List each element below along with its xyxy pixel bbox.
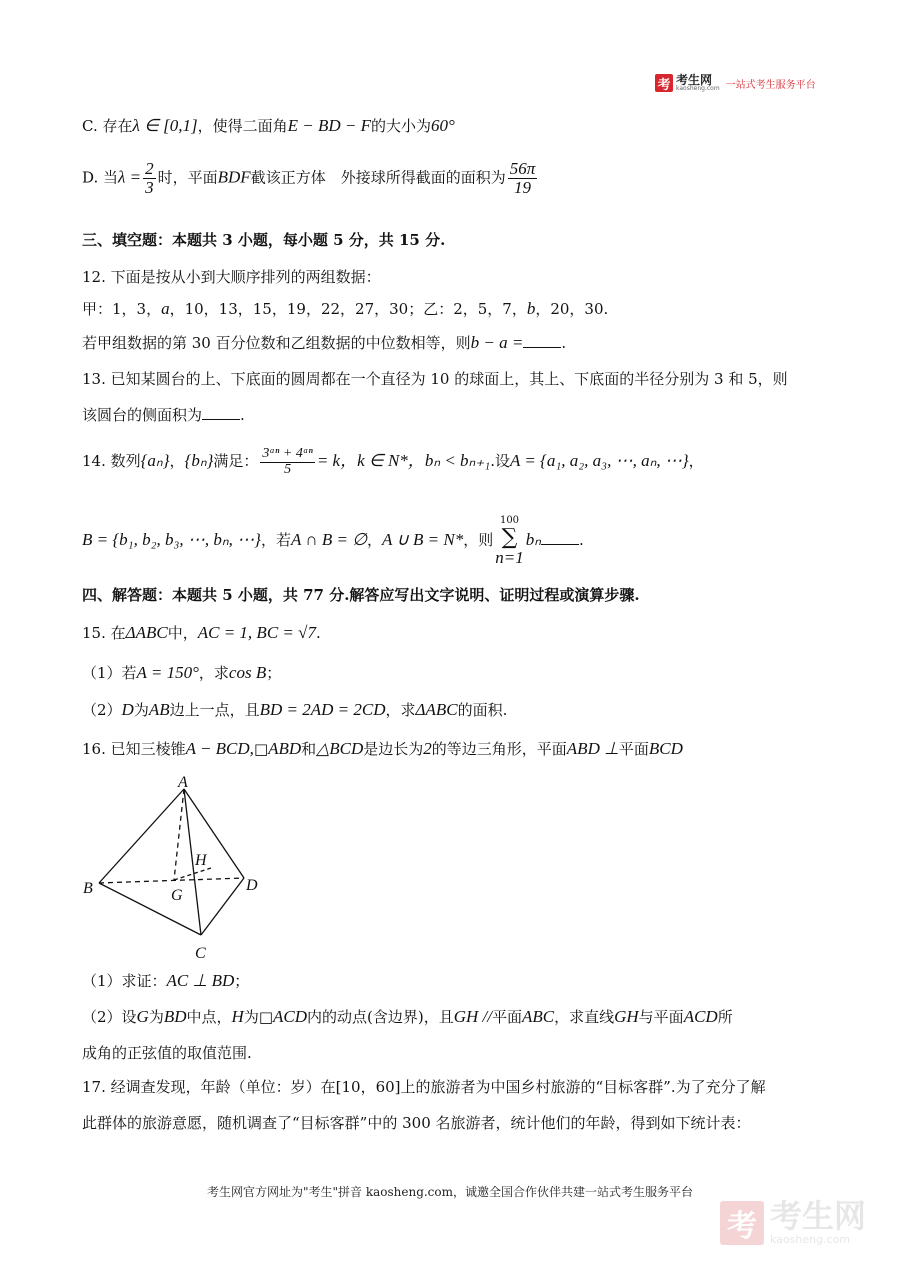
q16-part2: （2）设G为BD中点，H为□ACD内的动点(含边界)，且GH //平面ABC，求直线GH与平面ACD所 (82, 1007, 733, 1026)
q14-line1: 14. 数列{aₙ}，{bₙ}满足： $\frac{\text{3ᵃⁿ + 4ᵃⁿ}}{5}$ = k，k ∈ N*，bₙ < bₙ₊₁.设A = {a₁, a₂, a₃, ⋯, aₙ, ⋯}， (82, 445, 704, 477)
q12-data: 甲：1，3，a，10，13，15，19，22，27，30；乙：2，5，7，b，20，30. (82, 299, 609, 318)
label-g: G (171, 887, 183, 904)
header-logo (655, 74, 816, 92)
q13-line1: 13. 已知某圆台的上、下底面的圆周都在一个直径为 10 的球面上，其上、下底面的半径分别为 3 和 5，则 (82, 370, 788, 388)
q12-line1: 12. 下面是按从小到大顺序排列的两组数据： (82, 268, 381, 286)
watermark-logo (720, 1197, 867, 1246)
watermark-mark-icon: 考 (720, 1201, 764, 1245)
q15-part2: （2）D为AB边上一点，且BD = 2AD = 2CD，求ΔABC的面积. (82, 700, 508, 719)
q16-part2-line2: 成角的正弦值的取值范围. (82, 1044, 252, 1062)
edge-ag-hidden (174, 789, 184, 880)
label-c: C (195, 945, 206, 962)
q15-stem: 15. 在ΔABC中，AC = 1, BC = √7. (82, 623, 321, 642)
q11-option-c: C. 存在λ ∈ [0,1]，使得二面角E − BD − F的大小为60° (82, 116, 455, 135)
logo-mark-icon: 考 (655, 74, 673, 92)
q13-line2: 该圆台的侧面积为 . (82, 406, 245, 424)
q13-answer-blank[interactable] (202, 407, 240, 420)
q14-line2: B = {b₁, b₂, b₃, ⋯, bₙ, ⋯}，若A ∩ B = ∅，A ∪ B = N*，则 100 ∑ n=1 bₙ . (82, 515, 584, 567)
edge-cd (201, 878, 244, 935)
logo-slogan: 一站式考生服务平台 (725, 79, 816, 91)
label-d: D (246, 877, 258, 894)
label-b: B (83, 880, 93, 897)
section-fill-in-title: 三、填空题：本题共 3 小题，每小题 5 分，共 15 分. (82, 231, 446, 249)
q16-part1: （1）求证：AC ⊥ BD； (82, 971, 250, 990)
q17-line2: 此群体的旅游意愿，随机调查了“目标客群”中的 300 名旅游者，统计他们的年龄，得到如下统计表： (82, 1114, 751, 1132)
label-h: H (195, 852, 207, 869)
q16-stem: 16. 已知三棱锥A − BCD,□ABD和△BCD是边长为2的等边三角形，平面ABD ⊥平面BCD (82, 739, 683, 758)
page-footer: 考生网官方网址为"考生"拼音 kaosheng.com，诚邀全国合作伙伴共建一站式考生服务平台 (206, 1185, 694, 1199)
q17-line1: 17. 经调查发现，年龄（单位：岁）在[10，60]上的旅游者为中国乡村旅游的“目标客群”.为了充分了解 (82, 1078, 766, 1096)
watermark-domain: kaosheng.com (770, 1233, 851, 1246)
watermark-name: 考生网 (770, 1197, 867, 1235)
section-solution-title: 四、解答题：本题共 5 小题，共 77 分.解答应写出文字说明、证明过程或演算步骤. (82, 586, 640, 604)
logo-name: 考生网 (676, 73, 713, 87)
q12-answer-blank[interactable] (523, 335, 561, 348)
segment-gh-hidden (174, 868, 211, 880)
tetrahedron-figure (78, 772, 278, 967)
q11-option-d: D. 当λ = $\frac{2}{3}$ 时，平面BDF截该正方体 外接球所得截面的面积为 $\frac{56\pi}{19}$ (82, 159, 536, 197)
logo-domain: kaosheng.com (676, 85, 720, 92)
edge-ab (99, 789, 184, 883)
edge-bc (99, 883, 201, 935)
edge-bd-hidden (99, 878, 244, 883)
q12-question: 若甲组数据的第 30 百分位数和乙组数据的中位数相等，则b − a = . (82, 333, 567, 352)
label-a: A (178, 774, 188, 791)
q15-part1: （1）若A = 150°，求cos B； (82, 663, 282, 682)
q14-answer-blank[interactable] (541, 532, 579, 545)
